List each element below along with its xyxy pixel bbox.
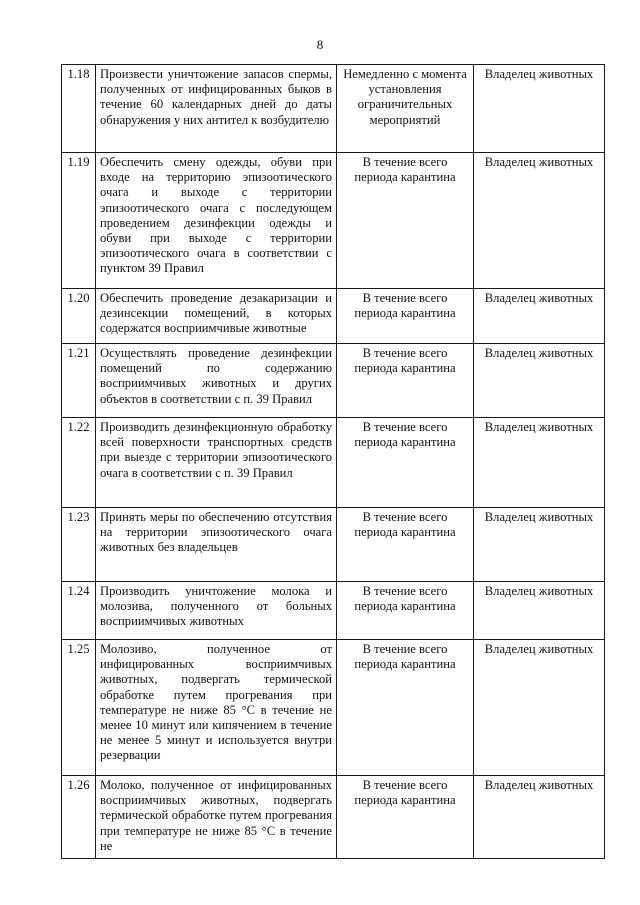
page-number: 8	[316, 37, 324, 52]
row-number: 1.20	[62, 289, 96, 344]
table-row	[62, 65, 605, 153]
row-term: В течение всего периода карантина	[337, 344, 474, 418]
row-action: Обеспечить проведение дезакаризации и дезинсекции помещений, в которых содержатся восприимчивые животные	[96, 289, 337, 344]
row-number: 1.24	[62, 582, 96, 640]
row-responsible: Владелец животных	[474, 640, 605, 776]
row-term: В течение всего периода карантина	[337, 776, 474, 859]
row-responsible: Владелец животных	[474, 418, 605, 508]
row-action: Произвести уничтожение запасов спермы, полученных от инфицированных быков в течение 60 календарных дней до даты обнаружения у них антител к возбудителю	[96, 65, 337, 153]
row-responsible: Владелец животных	[474, 582, 605, 640]
row-term: Немедленно с момента установления ограничительных мероприятий	[337, 65, 474, 153]
row-number: 1.26	[62, 776, 96, 859]
row-action: Принять меры по обеспечению отсутствия на территории эпизоотического очага животных без владельцев	[96, 508, 337, 582]
row-responsible: Владелец животных	[474, 776, 605, 859]
table-row	[62, 776, 605, 859]
table-row	[62, 582, 605, 640]
table-row	[62, 640, 605, 776]
row-term: В течение всего периода карантина	[337, 640, 474, 776]
row-term: В течение всего периода карантина	[337, 418, 474, 508]
table-row	[62, 418, 605, 508]
table-row	[62, 508, 605, 582]
row-action: Производить уничтожение молока и молозива, полученного от больных восприимчивых животных	[96, 582, 337, 640]
row-term: В течение всего периода карантина	[337, 508, 474, 582]
row-number: 1.18	[62, 65, 96, 153]
row-action: Молозиво, полученное от инфицированных восприимчивых животных, подвергать термической обработке путем прогревания при температуре не ниже 85 °С в течение не менее 10 минут или кипячением в течение не менее 5 минут и используется внутри резервации	[96, 640, 337, 776]
row-action: Осуществлять проведение дезинфекции помещений по содержанию восприимчивых животных и других объектов в соответствии с п. 39 Правил	[96, 344, 337, 418]
measures-table	[61, 64, 605, 859]
row-responsible: Владелец животных	[474, 289, 605, 344]
row-action: Обеспечить смену одежды, обуви при входе на территорию эпизоотического очага и выходе с территории эпизоотического очага с последующем проведением дезинфекции одежды и обуви при выходе с территории эпизоотического очага в соответствии с пунктом 39 Правил	[96, 153, 337, 289]
table-row	[62, 153, 605, 289]
row-responsible: Владелец животных	[474, 65, 605, 153]
row-responsible: Владелец животных	[474, 508, 605, 582]
row-action: Производить дезинфекционную обработку всей поверхности транспортных средств при выезде с территории эпизоотического очага в соответствии с п. 39 Правил	[96, 418, 337, 508]
row-number: 1.22	[62, 418, 96, 508]
table-row	[62, 344, 605, 418]
row-number: 1.19	[62, 153, 96, 289]
row-responsible: Владелец животных	[474, 153, 605, 289]
row-term: В течение всего периода карантина	[337, 153, 474, 289]
row-action: Молоко, полученное от инфицированных восприимчивых животных, подвергать термической обработке путем прогревания при температуре не ниже 85 °С в течение не	[96, 776, 337, 859]
row-responsible: Владелец животных	[474, 344, 605, 418]
table-row	[62, 289, 605, 344]
row-number: 1.21	[62, 344, 96, 418]
row-term: В течение всего периода карантина	[337, 289, 474, 344]
row-term: В течение всего периода карантина	[337, 582, 474, 640]
row-number: 1.25	[62, 640, 96, 776]
row-number: 1.23	[62, 508, 96, 582]
